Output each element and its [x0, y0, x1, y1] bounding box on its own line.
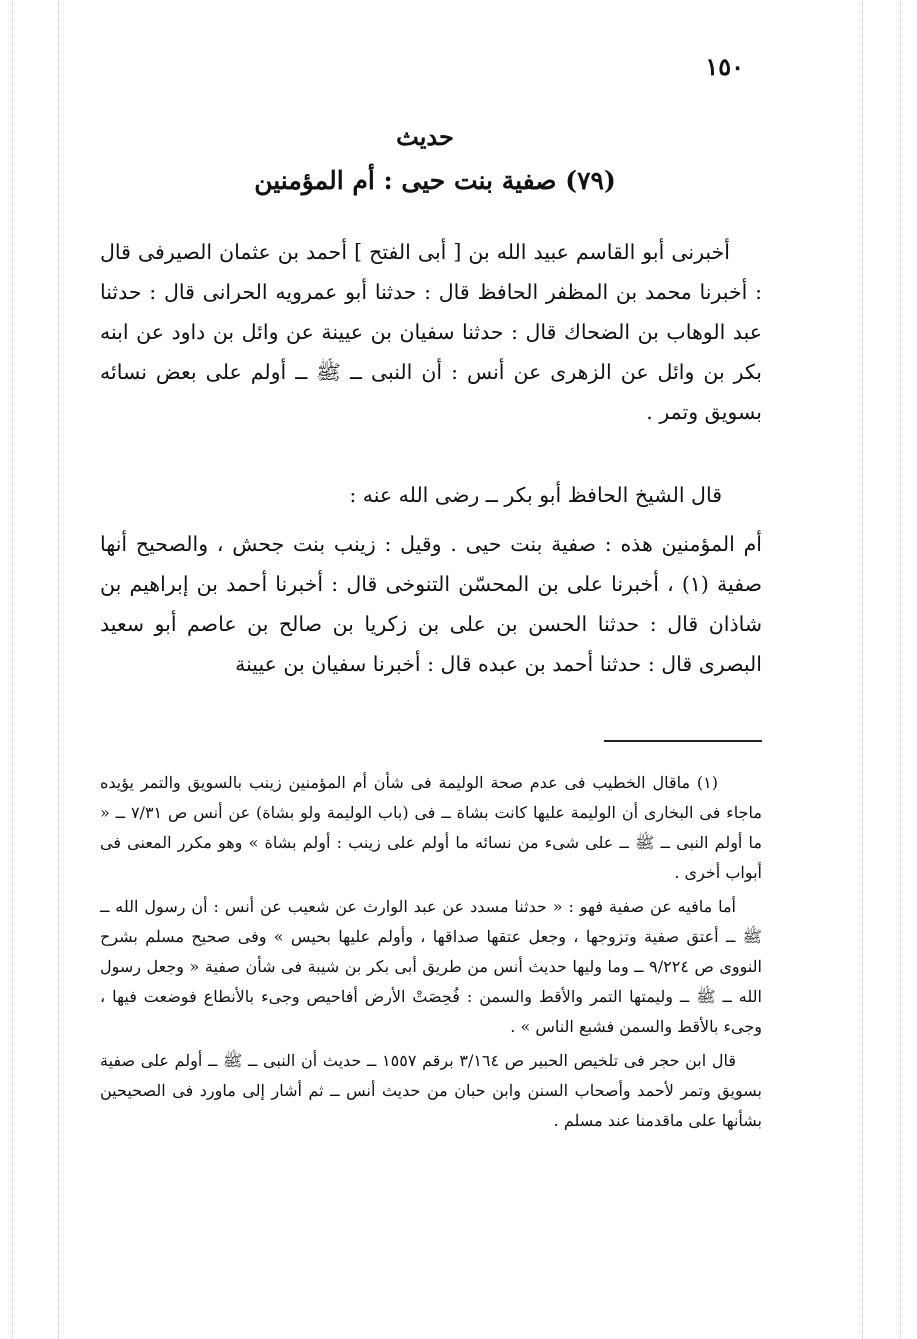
attribution-line: قال الشيخ الحافظ أبو بكر ــ رضى الله عنه : — [349, 483, 722, 507]
footnote-separator — [604, 740, 762, 742]
footnotes — [100, 768, 762, 1140]
isnad-paragraph-block — [100, 232, 762, 432]
attribution-block — [100, 475, 762, 515]
section-label: حديث — [396, 122, 454, 151]
footnote-paragraph: أما مافيه عن صفية فهو : « حدثنا مسدد عن عبد الوارث عن شعيب عن أنس : أن رسول الله ــ ﷺ ــ أعتق صفية وتزوجها ، وجعل عتقها صداقها ، وأولم عليها بحيس » وفى صحيح مسلم بشرح النووى ص ٩/٢٢٤ ــ وما وليها حديث أنس من طريق أبى بكر بن شيبة فى شأن صفية « وجعل رسول الله ــ ﷺ ــ وليمتها التمر والأقط والسمن : فُحِصَتْ الأرض أفاحيص وجىء بالأنطاع فوضعت فيها ، وجىء بالأقط والسمن فشبع الناس » . — [100, 897, 762, 1036]
isnad-paragraph: أخبرنى أبو القاسم عبيد الله بن [ أبى الفتح ] أحمد بن عثمان الصيرفى قال : أخبرنا محمد بن المظفر الحافظ قال : حدثنا أبو عمرويه الحرانى قال : حدثنا عبد الوهاب بن الضحاك قال : حدثنا سفيان بن عيينة عن وائل بن داود عن ابنه بكر بن وائل عن الزهرى عن أنس : أن النبى ــ ﷺ ــ أولم على بعض نسائه بسويق وتمر . — [100, 240, 762, 424]
page-number: ١٥٠ — [705, 52, 744, 81]
scan-guide-line — [900, 0, 901, 1339]
discussion-block — [100, 524, 762, 684]
scan-guide-line — [58, 0, 59, 1339]
discussion-paragraph: أم المؤمنين هذه : صفية بنت حيى . وقيل : زينب بنت جحش ، والصحيح أنها صفية (١) ، أخبرنا على بن المحسّن التنوخى قال : أخبرنا أحمد بن إبراهيم بن شاذان قال : حدثنا الحسن بن على بن زكريا بن صالح بن عاصم أبو سعيد البصرى قال : حدثنا أحمد بن عبده قال : أخبرنا سفيان بن عيينة — [100, 532, 762, 676]
footnote-paragraph: قال ابن حجر فى تلخيص الحبير ص ٣/١٦٤ برقم ١٥٥٧ ــ حديث أن النبى ــ ﷺ ــ أولم على صفية بسويق وتمر لأحمد وأصحاب السنن وابن حبان من حديث أنس ــ ثم أشار إلى ماورد فى الصحيحين بشأنها على ماقدمنا عند مسلم . — [100, 1051, 762, 1130]
hadith-title: (٧٩) صفية بنت حيى : أم المؤمنين — [254, 166, 616, 195]
footnote-paragraph: (١) ماقال الخطيب فى عدم صحة الوليمة فى شأن أم المؤمنين زينب بالسويق والتمر يؤيده ماجاء فى البخارى أن الوليمة عليها كانت بشاة ــ فى (باب الوليمة ولو بشاة) عن أنس ص ٧/٣١ ــ « ما أولم النبى ــ ﷺ ــ على شىء من نسائه ما أولم على زينب : أولم بشاة » وهو مكرر المعنى فى أبواب أخرى . — [100, 773, 763, 882]
scan-guide-line — [862, 0, 863, 1339]
scan-guide-line — [12, 0, 13, 1339]
